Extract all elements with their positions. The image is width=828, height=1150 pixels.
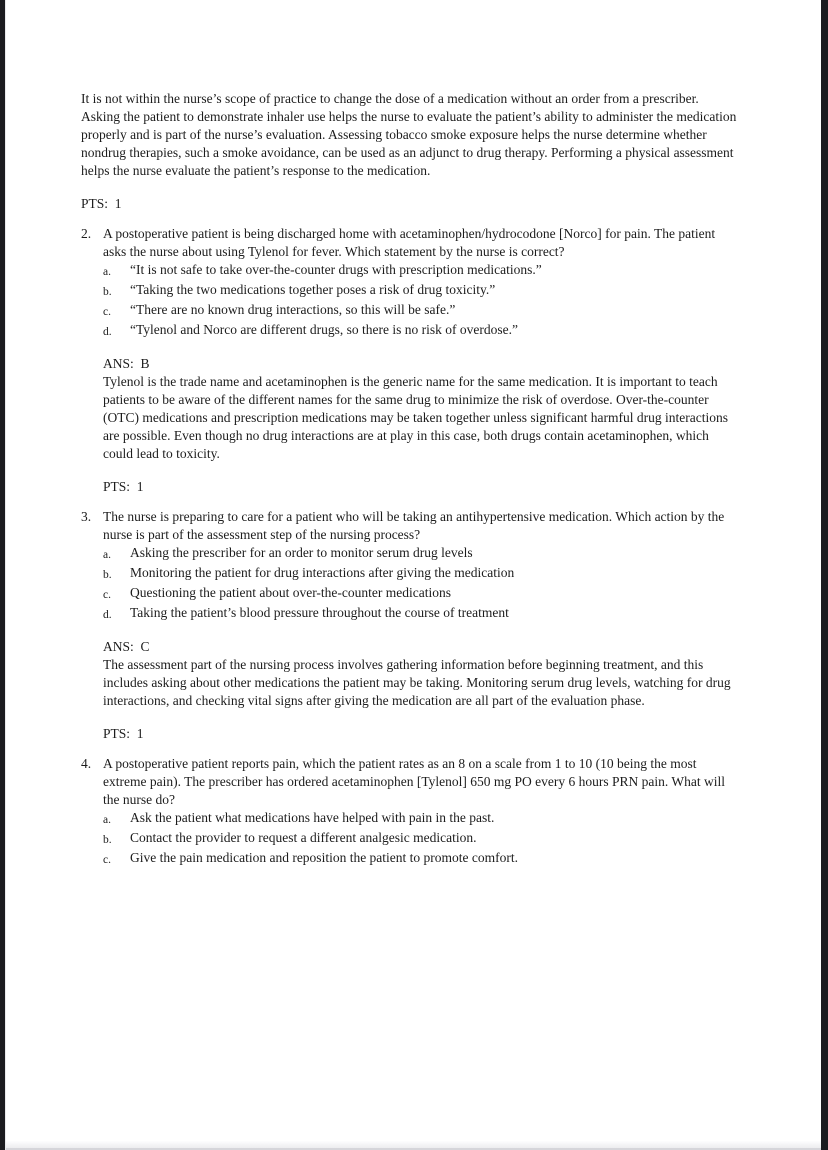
option-text: Asking the prescriber for an order to monitor serum drug levels (130, 545, 473, 560)
option-letter: a. (103, 266, 111, 278)
question1-rationale: It is not within the nurse’s scope of practice to change the dose of a medication without an order from a prescriber. Asking the patient to demonstrate inhaler use helps the nurse to evaluate the patient’s ability to administer the medication properly and is part of the nurse’s evaluation. Assessing tobacco smoke exposure helps the nurse determine whether nondrug therapies, such a smoke avoidance, can be used as an adjunct to drug therapy. Performing a physical assessment helps the nurse evaluate the patient’s response to the medication. (81, 91, 737, 178)
option-letter: c. (103, 854, 111, 866)
question-body (103, 755, 740, 869)
option-text: Questioning the patient about over-the-counter medications (130, 585, 452, 600)
question-number: 2. (81, 226, 92, 241)
question-stem: The nurse is preparing to care for a patient who will be taking an antihypertensive medication. Which action by the nurse is part of the assessment step of the nursing process? (103, 509, 725, 542)
option-row (103, 809, 740, 829)
option-text: “It is not safe to take over-the-counter drugs with prescription medications.” (130, 262, 542, 277)
answer-section (103, 355, 740, 463)
option-text: Taking the patient’s blood pressure throughout the course of treatment (130, 605, 509, 620)
question-number: 3. (81, 509, 92, 524)
options-list (103, 261, 740, 341)
question-block-3 (81, 508, 740, 743)
option-row (103, 544, 740, 564)
question1-pts-label: PTS: 1 (81, 196, 122, 211)
option-text: “There are no known drug interactions, so this will be safe.” (130, 302, 456, 317)
option-row (103, 584, 740, 604)
option-row (103, 261, 740, 281)
option-letter: a. (103, 549, 111, 561)
bottom-band (0, 1141, 828, 1150)
option-letter: a. (103, 814, 111, 826)
pts-label: PTS: 1 (103, 726, 144, 741)
option-text: Give the pain medication and reposition the patient to promote comfort. (130, 850, 519, 865)
left-edge-bar (0, 0, 5, 1150)
option-letter: b. (103, 834, 112, 846)
rationale-paragraph: The assessment part of the nursing process involves gathering information before beginning treatment, and this includes asking about other medications the patient may be taking. Monitoring serum drug levels, watching for drug interactions, and checking vital signs after giving the medication are all part of the evaluation phase. (103, 657, 731, 708)
option-row (103, 281, 740, 301)
option-text: Monitoring the patient for drug interactions after giving the medication (130, 565, 515, 580)
option-letter: c. (103, 306, 111, 318)
question-stem: A postoperative patient reports pain, which the patient rates as an 8 on a scale from 1 to 10 (10 being the most extreme pain). The prescriber has ordered acetaminophen [Tylenol] 650 mg PO every 6 hours PRN pain. What will the nurse do? (103, 756, 726, 807)
options-list (103, 544, 740, 624)
option-letter: d. (103, 609, 112, 621)
option-letter: c. (103, 589, 111, 601)
option-letter: b. (103, 569, 112, 581)
options-list (103, 809, 740, 869)
option-text: Contact the provider to request a different analgesic medication. (130, 830, 477, 845)
option-text: “Tylenol and Norco are different drugs, so there is no risk of overdose.” (130, 322, 518, 337)
option-letter: b. (103, 286, 112, 298)
question-block-4 (81, 755, 740, 869)
question-body (103, 225, 740, 496)
option-row (103, 301, 740, 321)
right-edge-bar (821, 0, 828, 1150)
question-number: 4. (81, 756, 92, 771)
answer-label: ANS: B (103, 356, 150, 371)
option-row (103, 604, 740, 624)
pts-label: PTS: 1 (103, 479, 144, 494)
question-body (103, 508, 740, 743)
answer-section (103, 638, 740, 710)
answer-label: ANS: C (103, 639, 150, 654)
option-text: Ask the patient what medications have helped with pain in the past. (130, 810, 495, 825)
question-block-2 (81, 225, 740, 496)
option-row (103, 829, 740, 849)
rationale-paragraph: Tylenol is the trade name and acetaminophen is the generic name for the same medication. It is important to teach patients to be aware of the different names for the same drug to minimize the risk of overdose. Over-the-counter (OTC) medications and prescription medications may be taken together unless significant harmful drug interactions are possible. Even though no drug interactions are at play in this case, both drugs contain acetaminophen, which could lead to toxicity. (103, 374, 728, 461)
option-letter: d. (103, 326, 112, 338)
option-row (103, 849, 740, 869)
option-row (103, 564, 740, 584)
option-text: “Taking the two medications together poses a risk of drug toxicity.” (130, 282, 496, 297)
option-row (103, 321, 740, 341)
question-stem: A postoperative patient is being discharged home with acetaminophen/hydrocodone [Norco] for pain. The patient asks the nurse about using Tylenol for fever. Which statement by the nurse is correct? (103, 226, 716, 259)
